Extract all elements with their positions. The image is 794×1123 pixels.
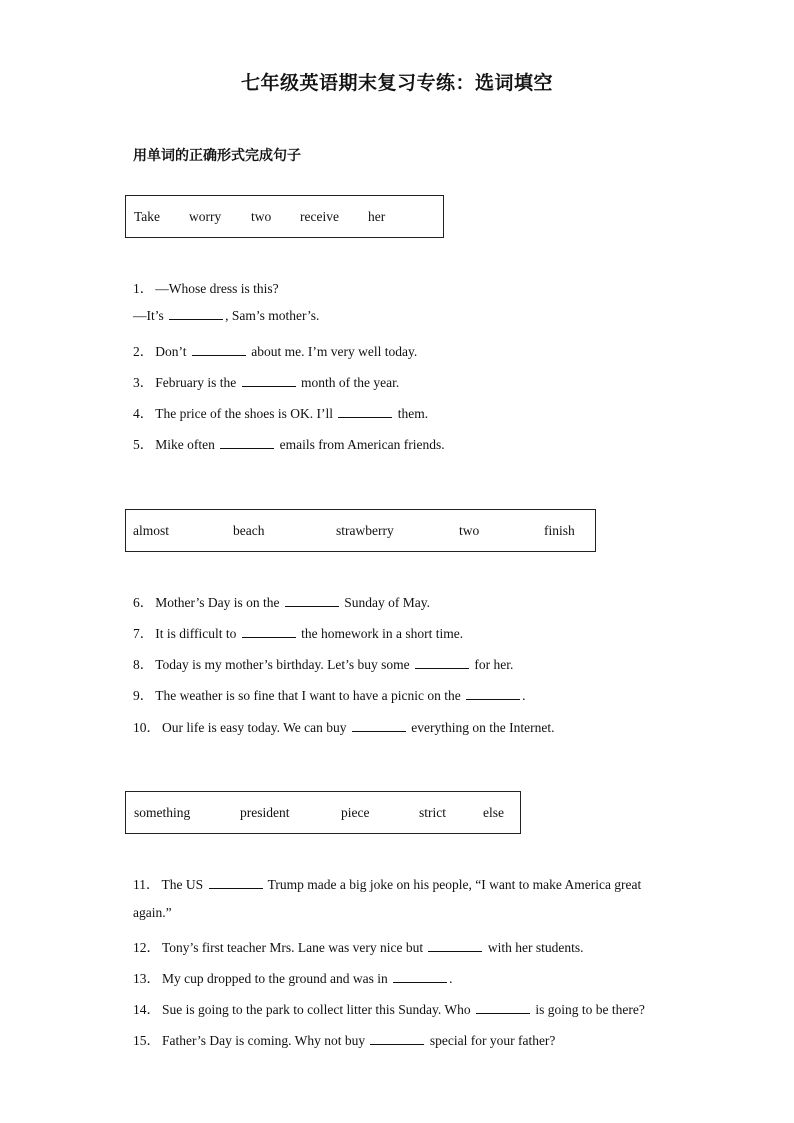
question-text: —Whose dress is this? bbox=[155, 281, 279, 296]
question-number: 12． bbox=[133, 940, 160, 955]
question-text: is going to be there? bbox=[535, 1002, 645, 1017]
question-4 bbox=[133, 402, 428, 422]
question-number: 13． bbox=[133, 971, 160, 986]
word-option: two bbox=[251, 208, 272, 224]
question-1 bbox=[133, 277, 279, 297]
word-option: finish bbox=[544, 522, 575, 538]
answer-blank[interactable] bbox=[393, 971, 447, 983]
question-text: Today is my mother’s birthday. Let’s buy some bbox=[155, 657, 410, 672]
question-text: Sue is going to the park to collect litter this Sunday. Who bbox=[162, 1002, 471, 1017]
answer-blank[interactable] bbox=[476, 1002, 530, 1014]
answer-blank[interactable] bbox=[466, 688, 520, 700]
question-text: for her. bbox=[474, 657, 514, 672]
word-option: worry bbox=[189, 208, 222, 224]
question-text: —It’s bbox=[133, 308, 164, 323]
question-text: The weather is so fine that I want to have a picnic on the bbox=[155, 688, 461, 703]
question-number: 5． bbox=[133, 437, 154, 452]
question-12 bbox=[133, 936, 583, 956]
word-option: two bbox=[459, 522, 480, 538]
question-text: Sunday of May. bbox=[344, 595, 430, 610]
section-instruction: 用单词的正确形式完成句子 bbox=[133, 148, 301, 164]
question-text: with her students. bbox=[487, 940, 584, 955]
question-1-answer bbox=[133, 308, 319, 324]
question-text: My cup dropped to the ground and was in bbox=[162, 971, 388, 986]
word-box-1 bbox=[125, 195, 444, 238]
question-text: . bbox=[522, 688, 526, 703]
question-number: 10． bbox=[133, 720, 160, 735]
word-option: else bbox=[483, 804, 504, 820]
question-number: 4． bbox=[133, 406, 154, 421]
word-option: receive bbox=[300, 208, 339, 224]
question-number: 7． bbox=[133, 626, 154, 641]
answer-blank[interactable] bbox=[192, 344, 246, 356]
question-number: 15． bbox=[133, 1033, 160, 1048]
answer-blank[interactable] bbox=[352, 720, 406, 732]
answer-blank[interactable] bbox=[242, 626, 296, 638]
question-14 bbox=[133, 998, 645, 1018]
word-box-2 bbox=[125, 509, 596, 552]
question-number: 11． bbox=[133, 877, 160, 892]
question-text: February is the bbox=[155, 375, 237, 390]
page-title: 七年级英语期末复习专练：选词填空 bbox=[240, 72, 553, 94]
word-option: piece bbox=[341, 804, 370, 820]
word-option: Take bbox=[134, 208, 161, 224]
answer-blank[interactable] bbox=[220, 437, 274, 449]
answer-blank[interactable] bbox=[169, 308, 223, 320]
question-11-continued bbox=[133, 905, 172, 921]
question-10 bbox=[133, 716, 554, 736]
question-text: Father’s Day is coming. Why not buy bbox=[162, 1033, 366, 1048]
question-text: emails from American friends. bbox=[279, 437, 445, 452]
question-number: 3． bbox=[133, 375, 154, 390]
answer-blank[interactable] bbox=[285, 595, 339, 607]
question-text: The US bbox=[161, 877, 204, 892]
question-text: . bbox=[449, 971, 453, 986]
question-text: , Sam’s mother’s. bbox=[225, 308, 320, 323]
question-text: It is difficult to bbox=[155, 626, 237, 641]
question-13 bbox=[133, 967, 452, 987]
word-option: strawberry bbox=[336, 522, 394, 538]
question-text: Trump made a big joke on his people, “I want to make America great bbox=[267, 877, 642, 892]
answer-blank[interactable] bbox=[370, 1033, 424, 1045]
question-text: them. bbox=[397, 406, 429, 421]
question-8 bbox=[133, 653, 513, 673]
question-6 bbox=[133, 591, 430, 611]
question-7 bbox=[133, 622, 463, 642]
question-number: 2． bbox=[133, 344, 154, 359]
question-number: 6． bbox=[133, 595, 154, 610]
question-text: about me. I’m very well today. bbox=[251, 344, 418, 359]
word-option: her bbox=[368, 208, 386, 224]
question-number: 14． bbox=[133, 1002, 160, 1017]
answer-blank[interactable] bbox=[242, 375, 296, 387]
question-text: The price of the shoes is OK. I’ll bbox=[155, 406, 333, 421]
question-9 bbox=[133, 684, 526, 704]
question-text: again.” bbox=[133, 905, 172, 920]
question-text: Mike often bbox=[155, 437, 215, 452]
answer-blank[interactable] bbox=[428, 940, 482, 952]
question-text: special for your father? bbox=[429, 1033, 556, 1048]
question-number: 9． bbox=[133, 688, 154, 703]
word-option: president bbox=[240, 804, 290, 820]
question-11 bbox=[133, 873, 641, 893]
question-text: Tony’s first teacher Mrs. Lane was very nice but bbox=[162, 940, 424, 955]
question-text: Mother’s Day is on the bbox=[155, 595, 280, 610]
question-15 bbox=[133, 1029, 555, 1049]
question-number: 8． bbox=[133, 657, 154, 672]
word-option: something bbox=[134, 804, 191, 820]
question-number: 1． bbox=[133, 281, 154, 296]
question-3 bbox=[133, 371, 399, 391]
question-text: Don’t bbox=[155, 344, 187, 359]
question-text: the homework in a short time. bbox=[301, 626, 464, 641]
word-option: almost bbox=[133, 522, 169, 538]
question-text: everything on the Internet. bbox=[411, 720, 555, 735]
question-2 bbox=[133, 340, 417, 360]
word-box-3 bbox=[125, 791, 521, 834]
question-text: Our life is easy today. We can buy bbox=[162, 720, 347, 735]
answer-blank[interactable] bbox=[338, 406, 392, 418]
word-option: strict bbox=[419, 804, 446, 820]
question-5 bbox=[133, 433, 445, 453]
word-option: beach bbox=[233, 522, 265, 538]
answer-blank[interactable] bbox=[415, 657, 469, 669]
question-text: month of the year. bbox=[300, 375, 400, 390]
answer-blank[interactable] bbox=[209, 877, 263, 889]
